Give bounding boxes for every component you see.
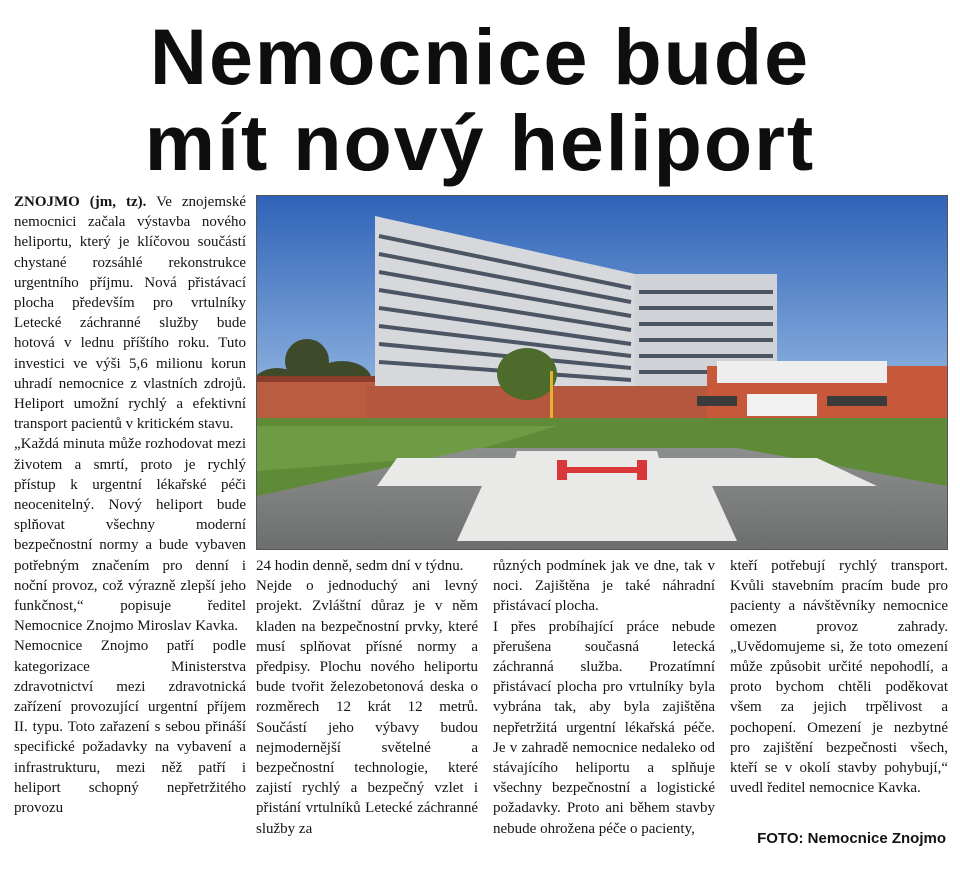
paragraph-hours: 24 hodin denně, sedm dní v týdnu.	[256, 558, 464, 574]
photo-credit: FOTO: Nemocnice Znojmo	[757, 830, 946, 847]
right-wing	[697, 361, 947, 421]
paragraph-service: I přes probíhající práce nebude přerušena současná letecká záchranná služba. Prozatímní přistávací plocha pro vrtulníky byla vybrána tak, aby byla zajištěna nepřetržitá urgentní lékařská péče. Je v zahradě nemocnice nedaleko od stávajícího heliportu a splňuje všechny bezpečnostní a logistické požadavky. Proto ani během stavby nebude ohrožena péče o pacienty,	[493, 618, 715, 837]
paragraph-conditions: různých podmínek jak ve dne, tak v noci. Zajištěna je také náhradní přistávací plocha.	[493, 558, 715, 615]
lamp-post	[550, 371, 553, 421]
paragraph-garden: kteří potřebují rychlý transport. Kvůli stavebním pracím bude pro pacienty a návštěvníky nemocnice omezen provoz zahrady. „Uvědomujeme si, že toto omezení může způsobit určité nepohodlí, a proto bychom chtěli poděkovat všem za jejich trpělivost a pochopení. Omezení je nezbytné pro zajištění bezpečnosti všech, kteří se v okolí stavby pohybují,“ uvedl ředitel nemocnice Kavka.	[730, 558, 948, 797]
paragraph-category: Nemocnice Znojmo patří podle kategorizace Ministerstva zdravotnictví mezi zdravotnická zařízení provozující urgentní příjem II. typu. Toto zařazení s sebou přináší specifické požadavky na vybavení a infrastrukturu, mezi něž patří i heliport schopný nepřetržitého provozu	[14, 638, 246, 817]
headline-line-1: Nemocnice bude	[149, 12, 811, 101]
hospital-heliport-photo	[256, 195, 948, 550]
paragraph-project: Nejde o jednoduchý ani levný projekt. Zvláštní důraz je v něm kladen na bezpečnostní prvky, které musí splňovat přísné normy a předpisy. Plochu nového heliportu bude tvořit železobetonová deska o rozměrech 12 krát 12 metrů. Součástí jeho výbavy budou nejmodernější světelné a bezpečnostní technologie, které zajistí rychlý a bezpečný vzlet i přistání vrtulníků Letecké záchranné služby za	[256, 578, 478, 837]
paragraph-intro: Ve znojemské nemocnici začala výstavba nového heliportu, který je klíčovou součástí chystané rozsáhlé rekonstrukce urgentního příjmu. Nová přistávací plocha především pro vrtulníky Letecké záchranné služby bude hotová v lednu příštího roku. Tuto investici ve výši 5,6 milionu korun uhradí nemocnice z vlastních zdrojů. Heliport umožní rychlý a efektivní transport pacientů v kritickém stavu.	[14, 194, 246, 433]
article-column-1	[14, 192, 246, 852]
article-column-4	[730, 556, 948, 826]
article-column-3	[493, 556, 715, 856]
dateline: ZNOJMO (jm, tz).	[14, 194, 147, 210]
paragraph-quote: „Každá minuta může rozhodovat mezi životem a smrtí, proto je rychlý přístup k urgentní lékařské péči neocenitelný. Nový heliport bude splňovat všechny moderní bezpečnostní normy a bude vybaven potřebným značením pro denní i noční provoz, což výrazně zlepší jeho funkčnost,“ popisuje ředitel Nemocnice Znojmo Miroslav Kavka.	[14, 436, 246, 635]
article-column-2	[256, 556, 478, 856]
tree-center	[497, 348, 557, 400]
headline	[0, 14, 960, 186]
headline-line-2: mít nový heliport	[144, 98, 816, 187]
